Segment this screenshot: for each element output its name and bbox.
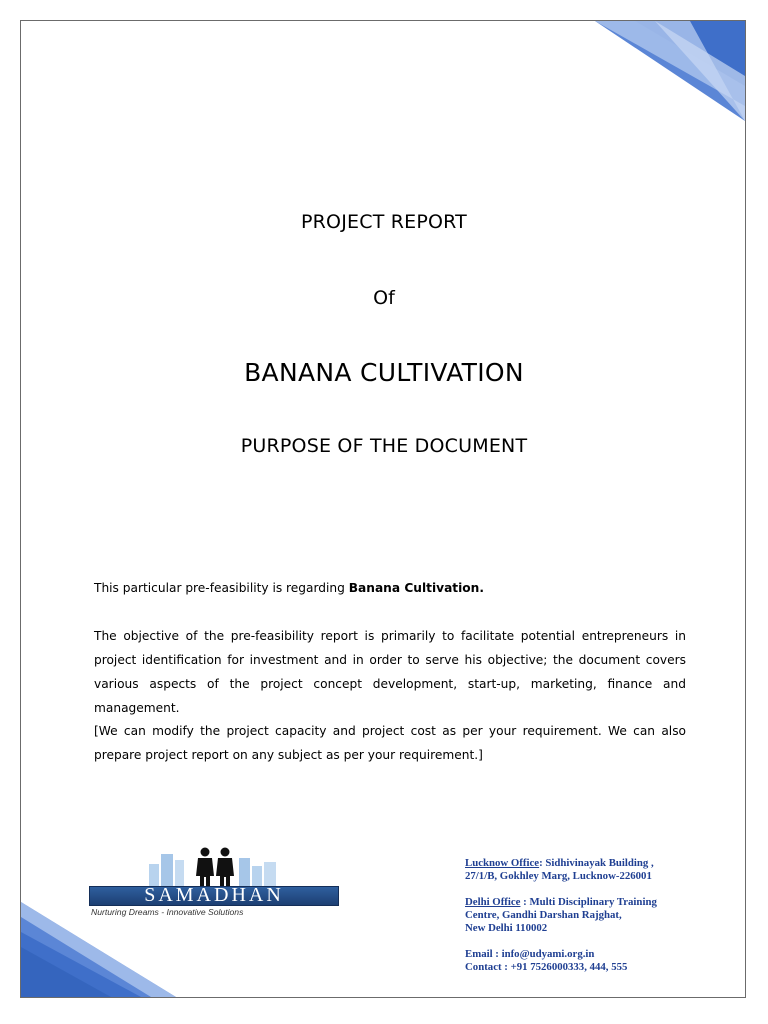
main-title: BANANA CULTIVATION (244, 358, 524, 387)
delhi-address-line3: New Delhi 110002 (465, 922, 548, 934)
delhi-office-label: Delhi Office (465, 896, 521, 908)
delhi-address-line2: Centre, Gandhi Darshan Rajghat, (465, 909, 622, 921)
email-line: Email : info@udyami.org.in (465, 948, 595, 960)
objective-paragraph: The objective of the pre-feasibility report is primarily to facilitate potential entrepreneurs in project identification for investment and in order to serve his objective; the document covers various aspects of the project concept development, start-up, marketing, finance and management. (94, 629, 686, 715)
logo-wordmark: SAMADHAN (144, 884, 284, 906)
intro-subject: Banana Cultivation. (348, 581, 484, 595)
contact-info (465, 857, 715, 974)
intro-paragraph (94, 576, 686, 600)
delhi-address-line1: : Multi Disciplinary Training (520, 896, 657, 908)
contact-details (465, 948, 715, 974)
of-word: Of (373, 287, 395, 309)
samadhan-logo (89, 846, 341, 916)
lucknow-office (465, 857, 715, 883)
logo-tagline: Nurturing Dreams - Innovative Solutions (91, 907, 244, 917)
lucknow-office-label: Lucknow Office (465, 857, 540, 869)
purpose-heading: PURPOSE OF THE DOCUMENT (240, 435, 528, 457)
corner-decoration-top-right (595, 21, 745, 121)
lucknow-address-line1: : Sidhivinayak Building , (539, 857, 654, 869)
intro-text: This particular pre-feasibility is regarding (94, 581, 349, 595)
modification-paragraph: [We can modify the project capacity and project cost as per your requirement. We can also prepare project report on any subject as per your requirement.] (94, 724, 686, 762)
report-title: PROJECT REPORT (301, 211, 467, 233)
document-page (20, 20, 746, 998)
buildings-people-icon (149, 846, 279, 888)
phone-line: Contact : +91 7526000333, 444, 555 (465, 961, 628, 973)
lucknow-address-line2: 27/1/B, Gokhley Marg, Lucknow-226001 (465, 870, 652, 882)
delhi-office (465, 896, 715, 935)
